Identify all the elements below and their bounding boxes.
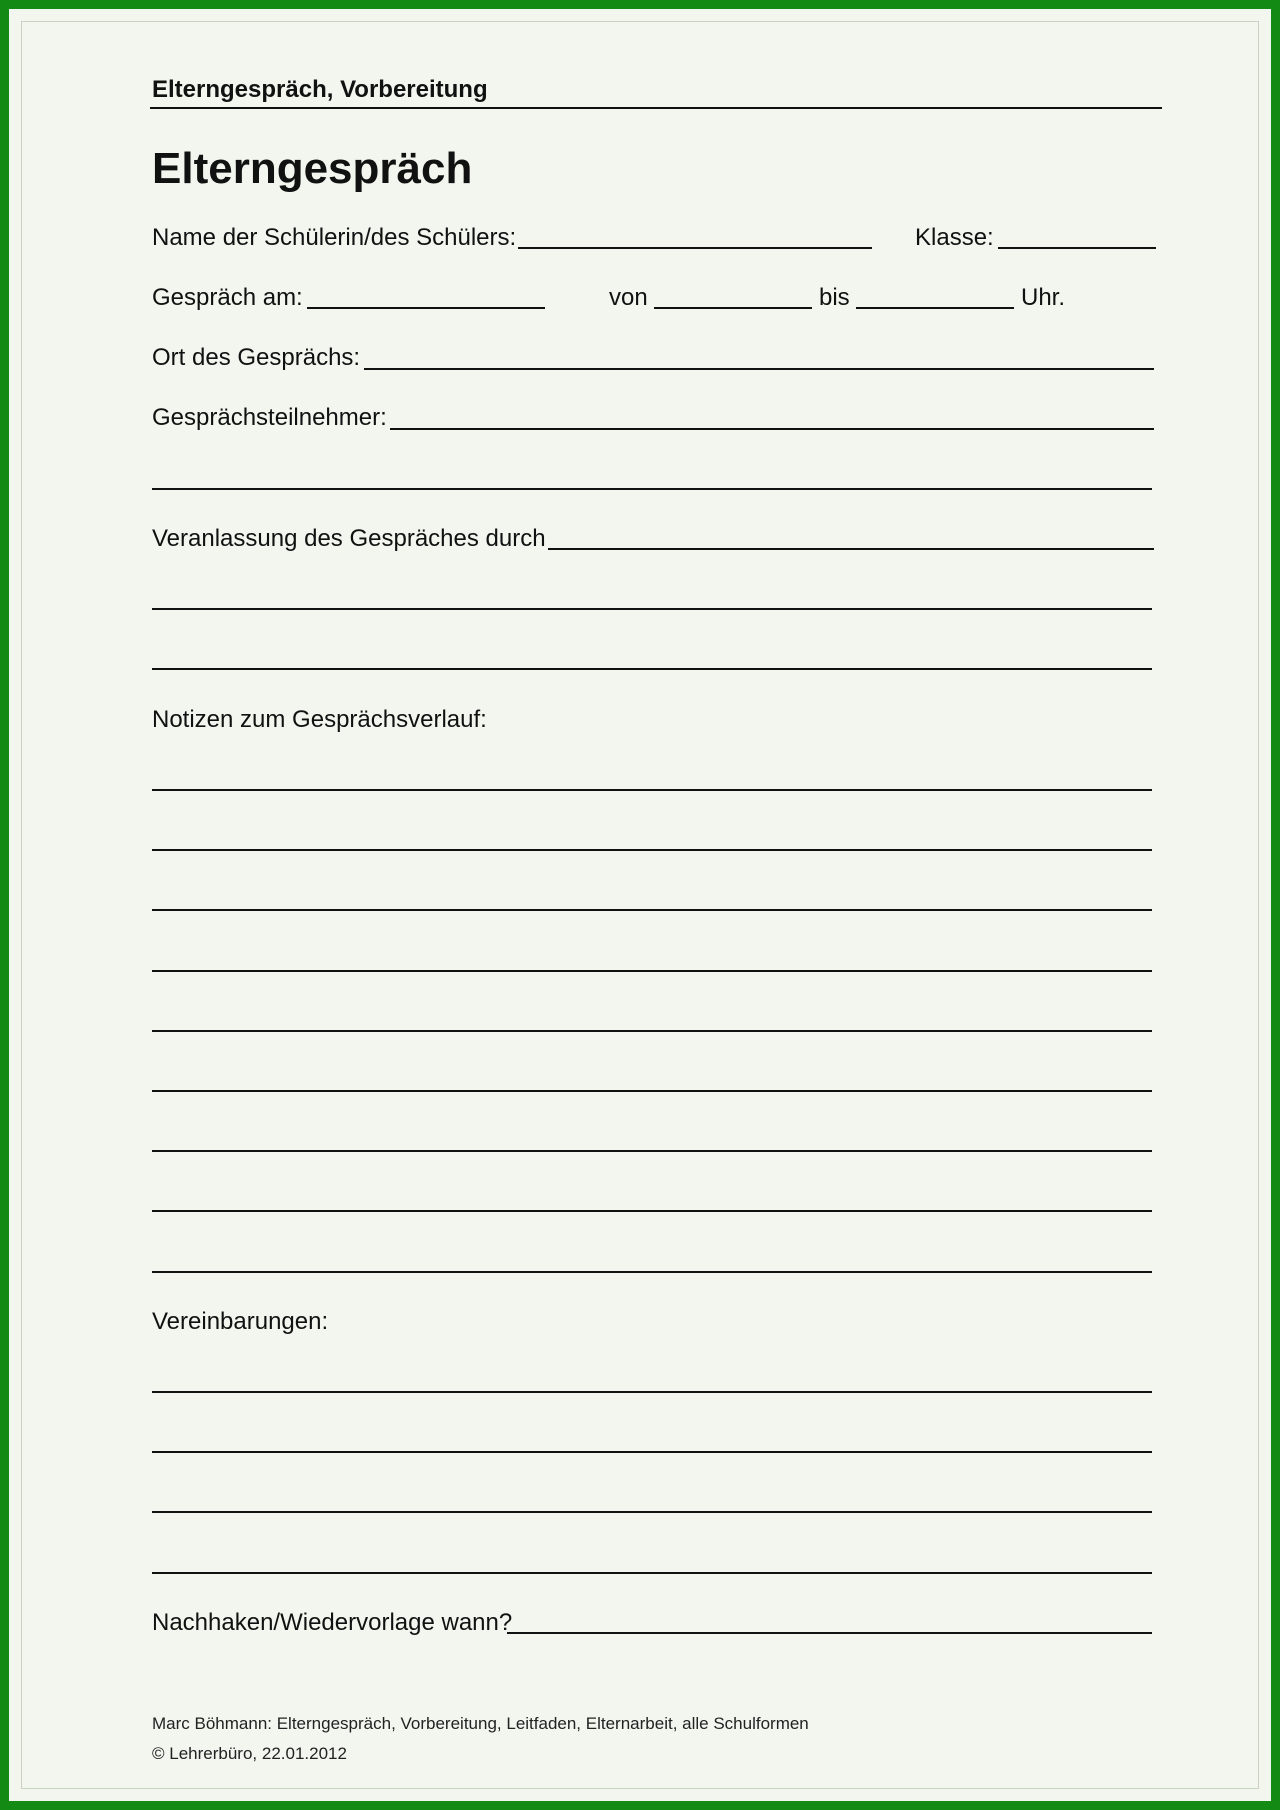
agreements-label: Vereinbarungen: [152,1308,329,1335]
notes-label: Notizen zum Gesprächsverlauf: [152,706,487,733]
footer-copyright: © Lehrerbüro, 22.01.2012 [152,1744,347,1763]
agreements-line[interactable] [152,1511,1152,1513]
time-unit-label: Uhr. [1021,284,1066,311]
notes-line[interactable] [152,1150,1152,1152]
location-label: Ort des Gesprächs: [152,344,361,371]
notes-line[interactable] [152,789,1152,791]
notes-line[interactable] [152,909,1152,911]
agreements-line[interactable] [152,1572,1152,1574]
reason-label: Veranlassung des Gespräches durch [152,525,546,552]
date-field[interactable] [307,307,545,309]
notes-line[interactable] [152,1090,1152,1092]
date-label: Gespräch am: [152,284,303,311]
agreements-line[interactable] [152,1451,1152,1453]
reason-field[interactable] [548,548,1154,550]
student-name-label: Name der Schülerin/des Schülers: [152,224,517,251]
time-from-field[interactable] [654,307,812,309]
klasse-label: Klasse: [915,224,994,251]
time-from-label: von [609,284,648,311]
header-title: Elterngespräch, Vorbereitung [152,76,488,103]
header-rule [150,107,1162,109]
time-to-label: bis [819,284,850,311]
notes-line[interactable] [152,849,1152,851]
klasse-field[interactable] [998,247,1156,249]
footer-author: Marc Böhmann: Elterngespräch, Vorbereitung, Leitfaden, Elternarbeit, alle Schulformen [152,1714,809,1733]
location-field[interactable] [364,368,1154,370]
followup-label: Nachhaken/Wiedervorlage wann? [152,1609,513,1636]
page-title: Elterngespräch [152,144,473,193]
student-name-field[interactable] [518,247,872,249]
time-to-field[interactable] [856,307,1014,309]
participants-field[interactable] [390,428,1154,430]
notes-line[interactable] [152,1271,1152,1273]
reason-field-line-3[interactable] [152,668,1152,670]
participants-label: Gesprächsteilnehmer: [152,404,387,431]
agreements-line[interactable] [152,1391,1152,1393]
followup-field[interactable] [507,1632,1152,1634]
notes-line[interactable] [152,1210,1152,1212]
notes-line[interactable] [152,1030,1152,1032]
participants-field-line-2[interactable] [152,488,1152,490]
notes-line[interactable] [152,970,1152,972]
reason-field-line-2[interactable] [152,608,1152,610]
